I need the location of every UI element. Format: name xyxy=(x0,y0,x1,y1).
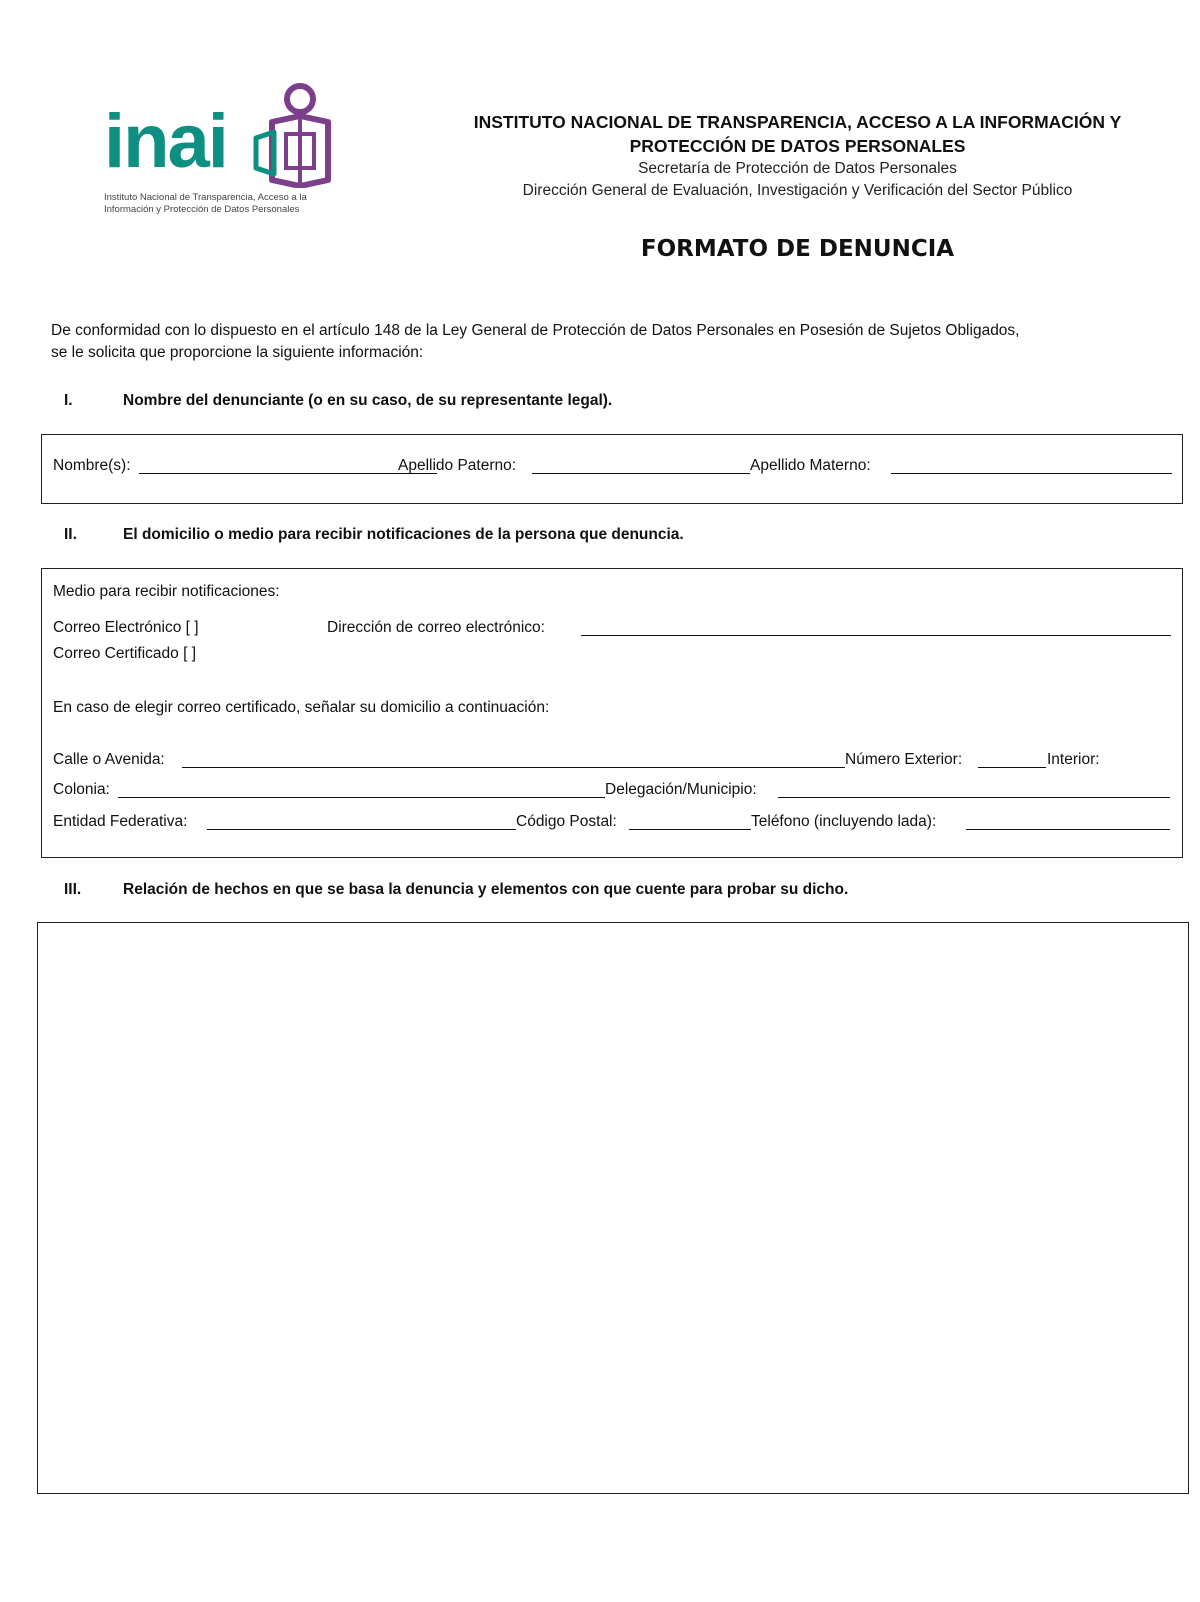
intro-line2: se le solicita que proporcione la siguiente información: xyxy=(51,344,424,361)
calle-field[interactable] xyxy=(182,767,845,768)
apellido-paterno-label: Apellido Paterno: xyxy=(398,457,517,474)
en-caso-label: En caso de elegir correo certificado, señalar su domicilio a continuación: xyxy=(53,699,550,716)
section2-number: II. xyxy=(64,526,77,543)
telefono-label: Teléfono (incluyendo lada): xyxy=(751,813,937,830)
direccion-general: Dirección General de Evaluación, Investigación y Verificación del Sector Público xyxy=(522,182,1073,199)
section1-box xyxy=(41,434,1183,504)
correo-certificado-checkbox[interactable]: Correo Certificado [ ] xyxy=(53,645,196,662)
section3-title: Relación de hechos en que se basa la denuncia y elementos con que cuente para probar su dicho. xyxy=(123,881,849,898)
numero-exterior-field[interactable] xyxy=(978,767,1046,768)
entidad-field[interactable] xyxy=(207,829,516,830)
section2-box xyxy=(41,568,1183,858)
inai-person-box-logo-icon xyxy=(252,82,334,188)
numero-exterior-label: Número Exterior: xyxy=(845,751,963,768)
apellido-materno-field[interactable] xyxy=(891,473,1172,474)
colonia-label: Colonia: xyxy=(53,781,110,798)
logo-subtitle: Instituto Nacional de Transparencia, Acceso a la Información y Protección de Datos Personales xyxy=(104,192,307,215)
codigo-postal-label: Código Postal: xyxy=(516,813,617,830)
institution-header xyxy=(425,110,1170,202)
codigo-postal-field[interactable] xyxy=(629,829,751,830)
intro-paragraph xyxy=(51,320,1176,364)
apellido-paterno-field[interactable] xyxy=(532,473,750,474)
interior-label: Interior: xyxy=(1047,751,1100,768)
telefono-field[interactable] xyxy=(966,829,1170,830)
direccion-correo-label: Dirección de correo electrónico: xyxy=(327,619,545,636)
apellido-materno-label: Apellido Materno: xyxy=(750,457,871,474)
document-title: FORMATO DE DENUNCIA xyxy=(640,236,955,262)
delegacion-field[interactable] xyxy=(778,797,1170,798)
entidad-label: Entidad Federativa: xyxy=(53,813,188,830)
institution-name-line1: INSTITUTO NACIONAL DE TRANSPARENCIA, ACCESO A LA INFORMACIÓN Y xyxy=(473,112,1122,132)
secretaria: Secretaría de Protección de Datos Personales xyxy=(638,160,957,177)
nombres-label: Nombre(s): xyxy=(53,457,131,474)
section2-title: El domicilio o medio para recibir notificaciones de la persona que denuncia. xyxy=(123,526,684,543)
logo-wordmark: inai xyxy=(104,99,227,184)
direccion-correo-field[interactable] xyxy=(581,635,1171,636)
section1-number: I. xyxy=(64,392,73,409)
hechos-textarea[interactable] xyxy=(37,922,1189,1494)
intro-line1: De conformidad con lo dispuesto en el artículo 148 de la Ley General de Protección de Datos Personales en Posesión de Sujetos Obligados, xyxy=(51,322,1020,339)
nombres-field[interactable] xyxy=(139,473,437,474)
correo-electronico-checkbox[interactable]: Correo Electrónico [ ] xyxy=(53,619,199,636)
colonia-field[interactable] xyxy=(118,797,605,798)
medio-label: Medio para recibir notificaciones: xyxy=(53,583,280,600)
inai-logo xyxy=(104,82,334,227)
institution-name-line2: PROTECCIÓN DE DATOS PERSONALES xyxy=(629,136,966,156)
section1-title: Nombre del denunciante (o en su caso, de su representante legal). xyxy=(123,392,613,409)
delegacion-label: Delegación/Municipio: xyxy=(605,781,757,798)
calle-label: Calle o Avenida: xyxy=(53,751,165,768)
section3-number: III. xyxy=(64,881,82,898)
